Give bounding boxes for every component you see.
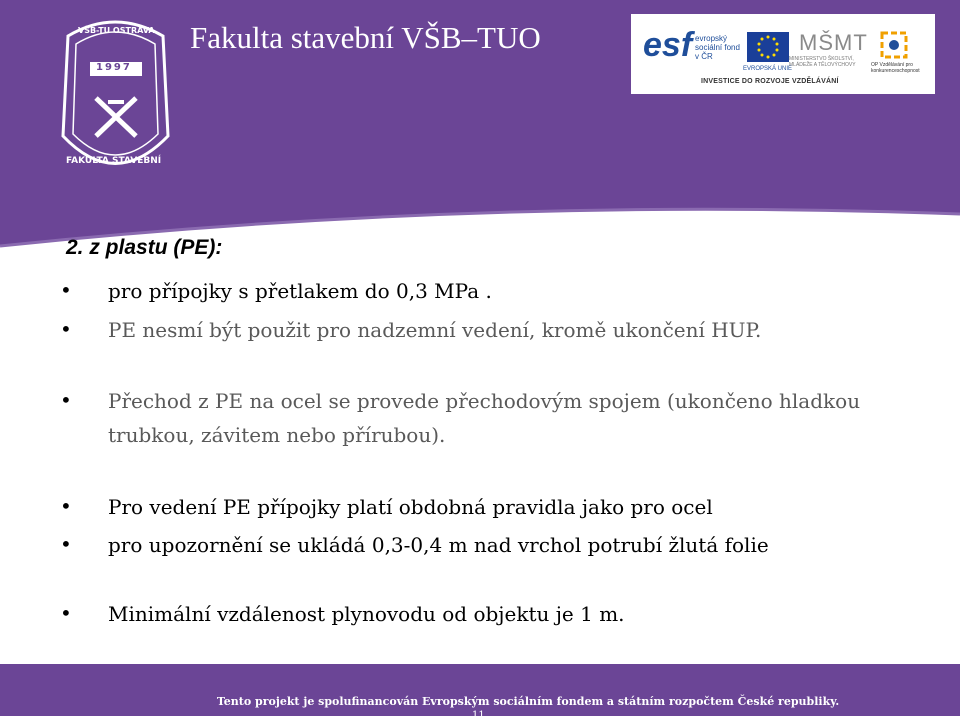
bullet-marker: •: [60, 601, 72, 625]
logo-bottom-text: FAKULTA STAVEBNÍ: [66, 156, 162, 166]
page-number: 11: [472, 710, 485, 721]
slide-header: [0, 0, 960, 250]
bullet-marker: •: [60, 388, 72, 412]
bullet-text: pro upozornění se ukládá 0,3-0,4 m nad vrchol potrubí žlutá folie: [108, 533, 769, 557]
footer-background: [0, 664, 960, 716]
bullet-text: PE nesmí být použit pro nadzemní vedení, kromě ukončení HUP.: [108, 318, 762, 342]
bullet-marker: •: [60, 317, 72, 341]
esf-logo: esf: [643, 26, 693, 64]
eu-funding-banner: [631, 14, 935, 94]
faculty-logo: [48, 16, 183, 186]
bullet-text: pro přípojky s přetlakem do 0,3 MPa .: [108, 279, 492, 303]
logo-year: 1997: [96, 62, 132, 73]
faculty-title: Fakulta stavební VŠB–TUO: [190, 20, 541, 55]
slide-footer: [0, 664, 960, 716]
logo-top-text: VŠB-TU OSTRAVA: [78, 26, 155, 35]
bullet-marker: •: [60, 532, 72, 556]
eu-flag-icon: [747, 32, 789, 62]
msmt-logo: MŠMT: [799, 30, 868, 55]
bullet-text: Pro vedení PE přípojky platí obdobná pravidla jako pro ocel: [108, 495, 713, 519]
investment-tagline: INVESTICE DO ROZVOJE VZDĚLÁVÁNÍ: [701, 78, 839, 85]
esf-logo-text: evropský sociální fond v ČR: [695, 34, 740, 61]
bullet-marker: •: [60, 494, 72, 518]
bullet-marker: •: [60, 278, 72, 302]
op-logo-text: OP Vzdělávání pro konkurenceschopnost: [871, 62, 920, 74]
footer-funding-text: Tento projekt je spolufinancován Evropským sociálním fondem a státním rozpočtem České republiky.: [216, 695, 840, 708]
op-vk-logo-icon: [879, 30, 909, 60]
section-title: 2. z plastu (PE):: [66, 236, 223, 259]
msmt-logo-text: MINISTERSTVO ŠKOLSTVÍ, MLÁDEŽE A TĚLOVÝCHOVY: [789, 56, 856, 68]
eu-flag-text: EVROPSKÁ UNIE: [743, 66, 793, 72]
bullet-text: Přechod z PE na ocel se provede přechodovým spojem (ukončeno hladkou trubkou, závitem nebo přírubou).: [108, 389, 861, 447]
bullet-text: Minimální vzdálenost plynovodu od objektu je 1 m.: [108, 602, 625, 626]
